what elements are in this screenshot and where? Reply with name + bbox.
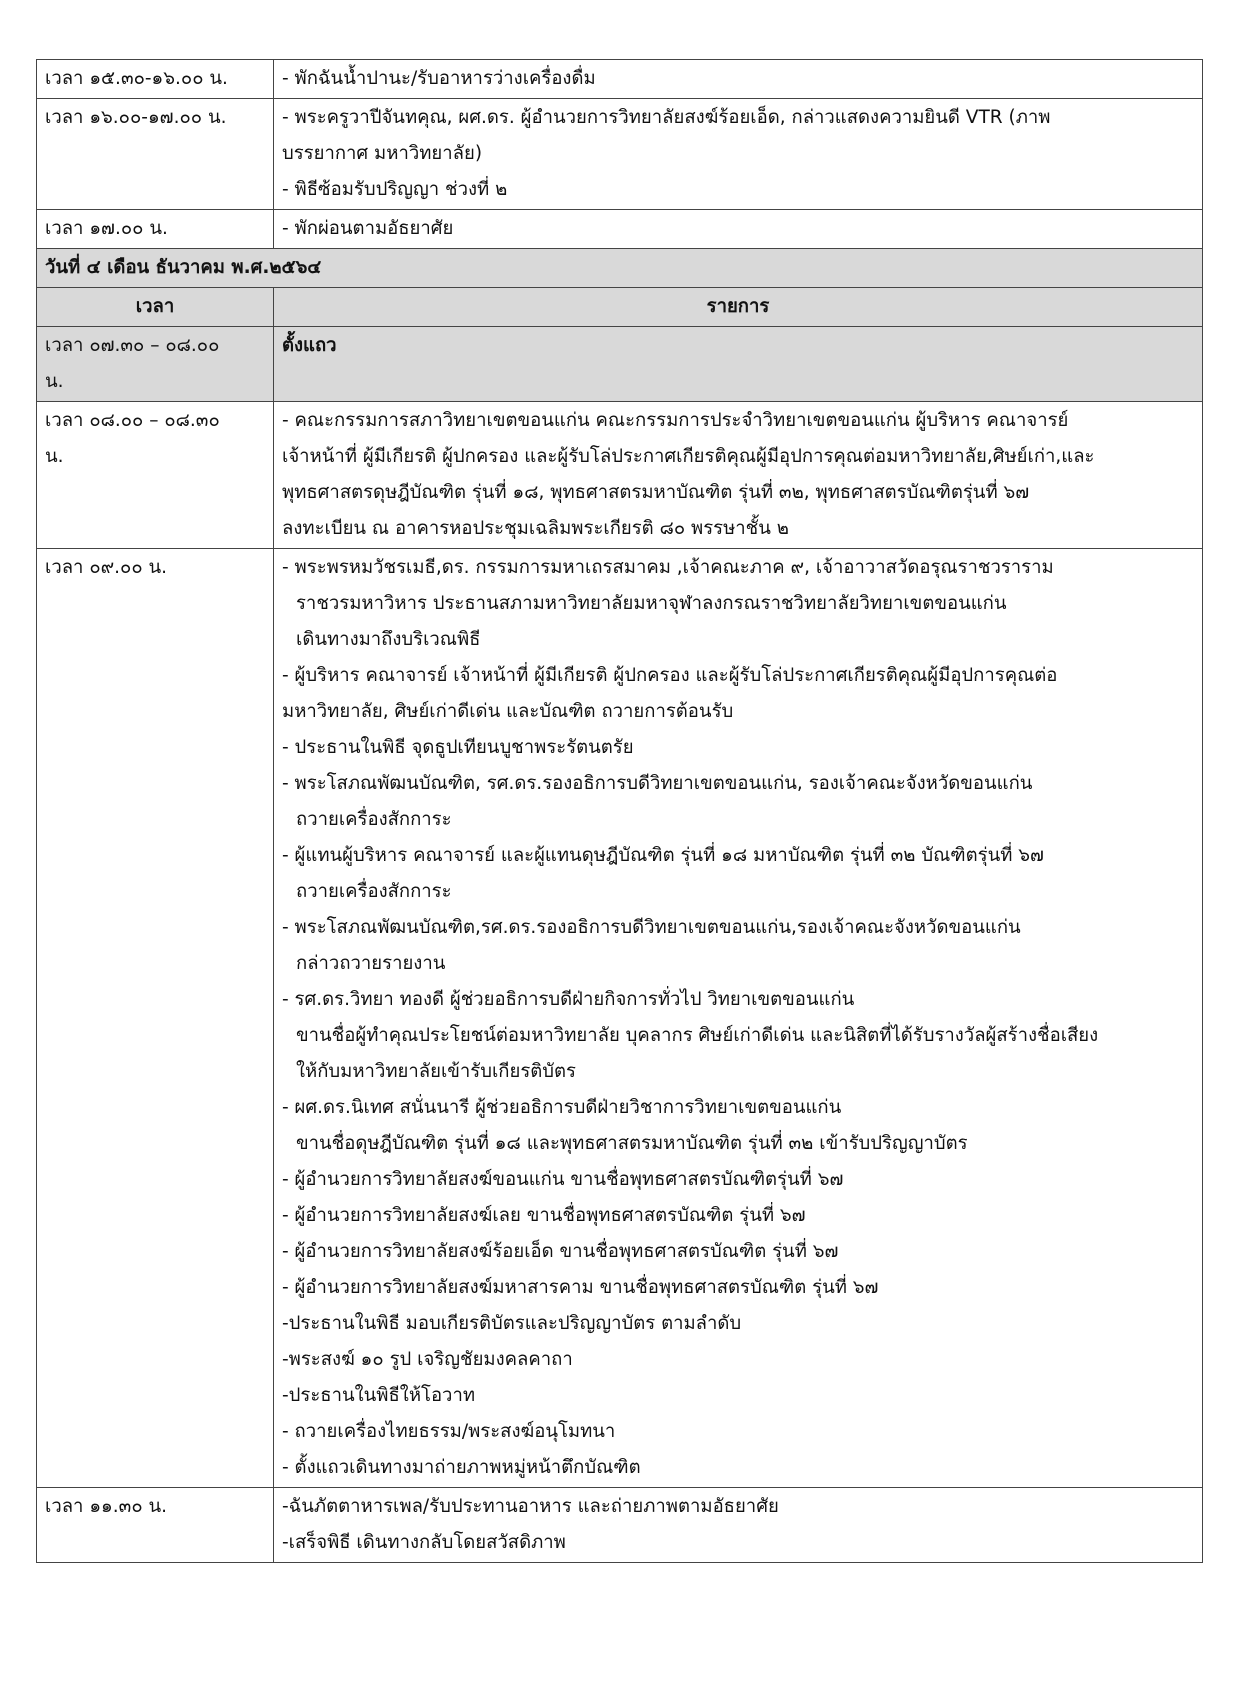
- item-line: - ถวายเครื่องไทยธรรม/พระสงฆ์อนุโมทนา: [282, 1421, 616, 1442]
- item-line: - ผู้อำนวยการวิทยาลัยสงฆ์มหาสารคาม ขานชื่อพุทธศาสตรบัณฑิต รุ่นที่ ๖๗: [282, 1277, 879, 1298]
- item-cell: [274, 402, 1203, 549]
- item-cell: ตั้งแถว: [274, 327, 1203, 402]
- time-cell: เวลา ๑๗.๐๐ น.: [37, 210, 274, 249]
- item-line: -เสร็จพิธี เดินทางกลับโดยสวัสดิภาพ: [282, 1532, 566, 1553]
- item-line: เจ้าหน้าที่ ผู้มีเกียรติ ผู้ปกครอง และผู้รับโล่ประกาศเกียรติคุณผู้มีอุปการคุณต่อมหาวิทยาลัย,ศิษย์เก่า,และ: [282, 446, 1095, 467]
- item-line: - พระครูวาปีจันทคุณ, ผศ.ดร. ผู้อำนวยการวิทยาลัยสงฆ์ร้อยเอ็ด, กล่าวแสดงความยินดี VTR (ภาพ: [282, 107, 1051, 128]
- item-line: - พิธีซ้อมรับปริญญา ช่วงที่ ๒: [282, 179, 508, 200]
- item-line: ขานชื่อดุษฎีบัณฑิต รุ่นที่ ๑๘ และพุทธศาสตรมหาบัณฑิต รุ่นที่ ๓๒ เข้ารับปริญญาบัตร: [296, 1133, 968, 1154]
- item-line: -ประธานในพิธีให้โอวาท: [282, 1385, 476, 1406]
- item-line: -ประธานในพิธี มอบเกียรติบัตรและปริญญาบัตร ตามลำดับ: [282, 1313, 742, 1334]
- item-line: บรรยากาศ มหาวิทยาลัย): [282, 143, 483, 164]
- day-header: วันที่ ๔ เดือน ธันวาคม พ.ศ.๒๕๖๔: [37, 249, 1203, 288]
- item-line: - ผู้แทนผู้บริหาร คณาจารย์ และผู้แทนดุษฎีบัณฑิต รุ่นที่ ๑๘ มหาบัณฑิต รุ่นที่ ๓๒ บัณฑิตรุ่นที่ ๖๗: [282, 845, 1044, 866]
- item-line: มหาวิทยาลัย, ศิษย์เก่าดีเด่น และบัณฑิต ถวายการต้อนรับ: [282, 701, 734, 722]
- time-cell: เวลา ๑๕.๓๐-๑๖.๐๐ น.: [37, 60, 274, 99]
- day-header-row: [37, 249, 1203, 288]
- item-line: กล่าวถวายรายงาน: [296, 953, 446, 974]
- item-line: เดินทางมาถึงบริเวณพิธี: [296, 629, 481, 650]
- item-line: ลงทะเบียน ณ อาคารหอประชุมเฉลิมพระเกียรติ ๘๐ พรรษาชั้น ๒: [282, 518, 789, 539]
- item-line: -พระสงฆ์ ๑๐ รูป เจริญชัยมงคลคาถา: [282, 1349, 573, 1370]
- item-line: - รศ.ดร.วิทยา ทองดี ผู้ช่วยอธิการบดีฝ่ายกิจการทั่วไป วิทยาเขตขอนแก่น: [282, 989, 855, 1010]
- time-line: น.: [45, 446, 64, 467]
- table-row: [37, 549, 1203, 1488]
- table-row: [37, 1488, 1203, 1563]
- item-cell: [274, 210, 1203, 249]
- time-cell: เวลา ๐๙.๐๐ น.: [37, 549, 274, 1488]
- column-header-row: [37, 288, 1203, 327]
- item-line: - ตั้งแถวเดินทางมาถ่ายภาพหมู่หน้าตึกบัณฑิต: [282, 1457, 641, 1478]
- item-line: - ผศ.ดร.นิเทศ สนั่นนารี ผู้ช่วยอธิการบดีฝ่ายวิชาการวิทยาเขตขอนแก่น: [282, 1097, 842, 1118]
- table-row: [37, 402, 1203, 549]
- time-line: น.: [45, 371, 64, 392]
- time-line: เวลา ๐๘.๐๐ – ๐๘.๓๐: [45, 410, 220, 431]
- column-header-item: รายการ: [274, 288, 1203, 327]
- item-line: - พักฉันน้ำปานะ/รับอาหารว่างเครื่องดื่ม: [282, 68, 596, 89]
- item-line: - ผู้บริหาร คณาจารย์ เจ้าหน้าที่ ผู้มีเกียรติ ผู้ปกครอง และผู้รับโล่ประกาศเกียรติคุณผู้มีอุปการคุณต่อ: [282, 665, 1058, 686]
- item-line: - ผู้อำนวยการวิทยาลัยสงฆ์ร้อยเอ็ด ขานชื่อพุทธศาสตรบัณฑิต รุ่นที่ ๖๗: [282, 1241, 839, 1262]
- item-line: ถวายเครื่องสักการะ: [296, 881, 452, 902]
- item-line: ถวายเครื่องสักการะ: [296, 809, 452, 830]
- schedule-page: [36, 59, 1202, 1563]
- table-row: [37, 327, 1203, 402]
- item-line: ราชวรมหาวิหาร ประธานสภามหาวิทยาลัยมหาจุฬาลงกรณราชวิทยาลัยวิทยาเขตขอนแก่น: [296, 593, 1007, 614]
- table-row: [37, 99, 1203, 210]
- item-line: - ผู้อำนวยการวิทยาลัยสงฆ์ขอนแก่น ขานชื่อพุทธศาสตรบัณฑิตรุ่นที่ ๖๗: [282, 1169, 844, 1190]
- item-line: - พระโสภณพัฒนบัณฑิต, รศ.ดร.รองอธิการบดีวิทยาเขตขอนแก่น, รองเจ้าคณะจังหวัดขอนแก่น: [282, 773, 1033, 794]
- item-cell: [274, 60, 1203, 99]
- item-line: - คณะกรรมการสภาวิทยาเขตขอนแก่น คณะกรรมการประจำวิทยาเขตขอนแก่น ผู้บริหาร คณาจารย์: [282, 410, 1069, 431]
- item-line: - พระโสภณพัฒนบัณฑิต,รศ.ดร.รองอธิการบดีวิทยาเขตขอนแก่น,รองเจ้าคณะจังหวัดขอนแก่น: [282, 917, 1021, 938]
- time-cell: [37, 402, 274, 549]
- time-line: เวลา ๐๗.๓๐ – ๐๘.๐๐: [45, 335, 220, 356]
- time-cell: [37, 327, 274, 402]
- item-cell: [274, 99, 1203, 210]
- item-cell: [274, 1488, 1203, 1563]
- schedule-table: [36, 59, 1203, 1563]
- table-row: [37, 210, 1203, 249]
- item-line: ให้กับมหาวิทยาลัยเข้ารับเกียรติบัตร: [296, 1061, 576, 1082]
- item-line: - พักผ่อนตามอัธยาศัย: [282, 218, 454, 239]
- item-line: - ผู้อำนวยการวิทยาลัยสงฆ์เลย ขานชื่อพุทธศาสตรบัณฑิต รุ่นที่ ๖๗: [282, 1205, 806, 1226]
- item-cell: [274, 549, 1203, 1488]
- item-line: - ประธานในพิธี จุดธูปเทียนบูชาพระรัตนตรัย: [282, 737, 634, 758]
- time-cell: เวลา ๑๑.๓๐ น.: [37, 1488, 274, 1563]
- item-line: ขานชื่อผู้ทำคุณประโยชน์ต่อมหาวิทยาลัย บุคลากร ศิษย์เก่าดีเด่น และนิสิตที่ได้รับรางวัลผู้สร้างชื่อเสียง: [296, 1025, 1099, 1046]
- time-cell: เวลา ๑๖.๐๐-๑๗.๐๐ น.: [37, 99, 274, 210]
- item-line: - พระพรหมวัชรเมธี,ดร. กรรมการมหาเถรสมาคม ,เจ้าคณะภาค ๙, เจ้าอาวาสวัดอรุณราชวราราม: [282, 557, 1054, 578]
- item-line: -ฉันภัตตาหารเพล/รับประทานอาหาร และถ่ายภาพตามอัธยาศัย: [282, 1496, 779, 1517]
- table-row: [37, 60, 1203, 99]
- item-line: พุทธศาสตรดุษฎีบัณฑิต รุ่นที่ ๑๘, พุทธศาสตรมหาบัณฑิต รุ่นที่ ๓๒, พุทธศาสตรบัณฑิตรุ่นที่ ๖๗: [282, 482, 1030, 503]
- column-header-time: เวลา: [37, 288, 274, 327]
